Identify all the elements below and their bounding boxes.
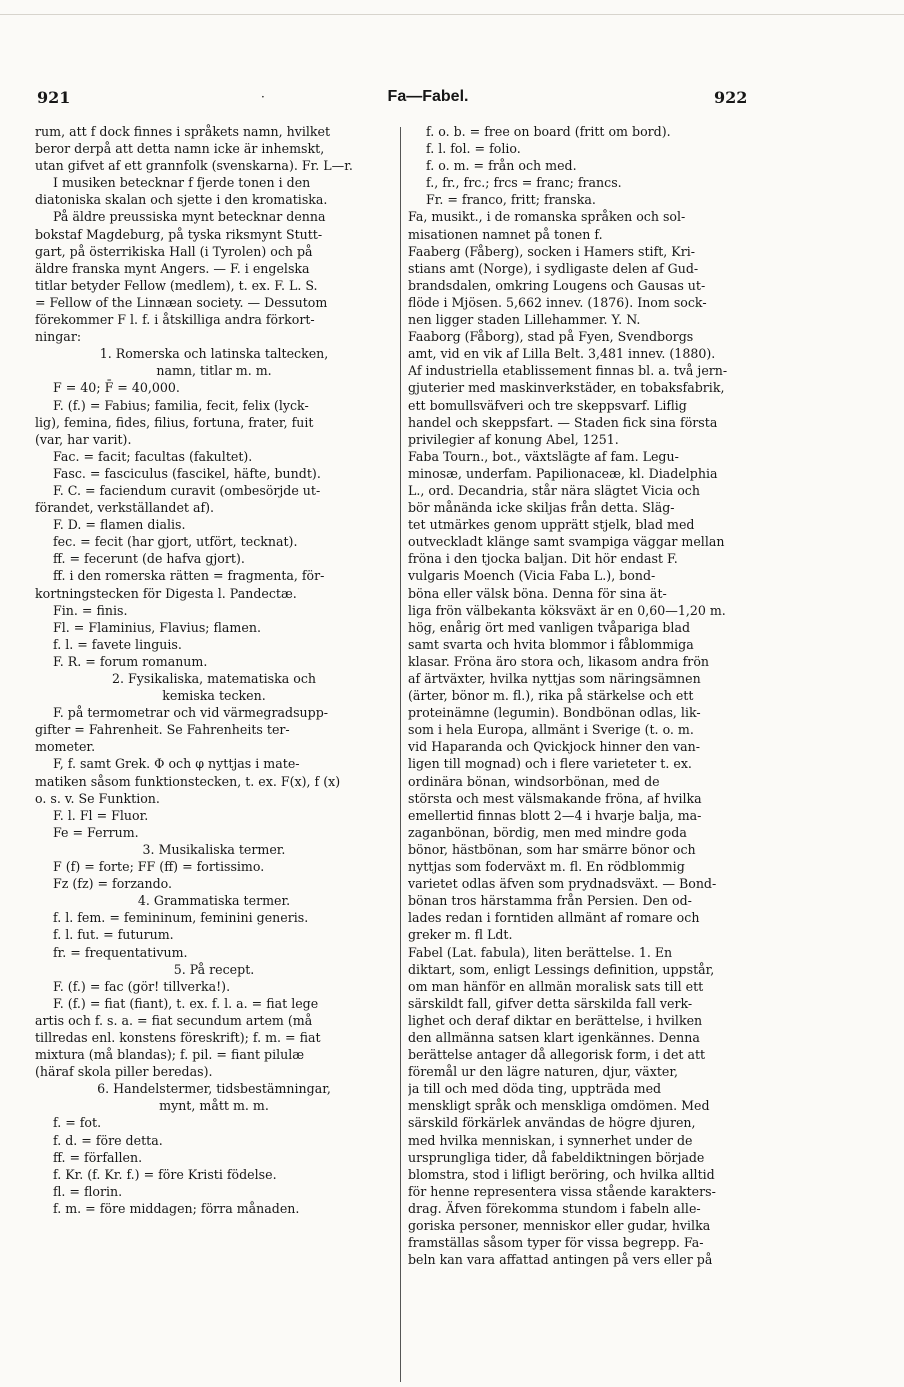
text-line: menskligt språk och menskliga omdömen. Med	[408, 1098, 710, 1114]
text-line: handel och skeppsfart. — Staden fick sina första	[408, 414, 718, 430]
text-line: zaganbönan, bördig, men med mindre goda	[408, 824, 687, 840]
text-line: Fasc. = fasciculus (fascikel, häfte, bundt).	[53, 465, 321, 481]
text-line: kortningstecken för Digesta l. Pandectæ.	[35, 585, 297, 601]
text-line: 4. Grammatiska termer.	[137, 893, 291, 909]
text-line: vulgaris Moench (Vicia Faba L.), bond-	[408, 568, 656, 584]
text-line: goriska personer, menniskor eller gudar, hvilka	[408, 1218, 711, 1233]
text-line: fec. = fecit (har gjort, utfört, tecknat).	[53, 534, 298, 550]
text-line: greker m. fl Ldt.	[408, 927, 513, 943]
text-line: 5. På recept.	[173, 961, 255, 977]
text-line: liga frön välbekanta köksväxt är en 0,60—1,20 m.	[408, 602, 726, 618]
text-line: 3. Musikaliska termer.	[142, 841, 286, 857]
text-line: särskildt fall, gifver detta särskilda fall verk-	[408, 995, 693, 1011]
text-line: flöde i Mjösen. 5,662 innev. (1876). Inom sock-	[408, 294, 707, 310]
text-line: Fz (fz) = forzando.	[53, 876, 173, 892]
text-line: fröna i den tjocka baljan. Dit hör endast F.	[408, 551, 678, 567]
text-line: (häraf skola piller beredas).	[35, 1064, 213, 1080]
text-line: f. l. = favete linguis.	[53, 636, 182, 652]
text-line: F. på termometrar och vid värmegradsupp-	[53, 705, 329, 721]
text-line: lighet och deraf diktar en berättelse, i hvilken	[408, 1012, 703, 1028]
text-line: misationen namnet på tonen f.	[408, 226, 603, 242]
text-line: F (f) = forte; FF (ff) = fortissimo.	[53, 859, 265, 875]
text-line: Fl. = Flaminius, Flavius; flamen.	[53, 619, 261, 635]
text-line: brandsdalen, omkring Lougens och Gausas ut-	[408, 277, 706, 293]
text-line: ff. i den romerska rätten = fragmenta, för-	[53, 568, 325, 584]
text-line: beror derpå att detta namn icke är inhemskt,	[35, 141, 325, 157]
text-line: berättelse antager då allegorisk form, i det att	[408, 1047, 706, 1063]
running-head: Fa—Fabel.	[387, 88, 469, 105]
page-number-left: 921	[37, 88, 71, 107]
text-line: fl. = florin.	[53, 1183, 123, 1199]
text-line: af ärtväxter, hvilka nyttjas som näringsämnen	[408, 671, 701, 686]
text-line: bönor, hästbönan, som har smärre bönor och	[408, 841, 696, 857]
right-column	[408, 123, 770, 1268]
text-line: f. o. m. = från och med.	[426, 158, 577, 174]
text-line: nen ligger staden Lillehammer. Y. N.	[408, 312, 641, 328]
text-line: klasar. Fröna äro stora och, likasom andra frön	[408, 653, 710, 669]
text-line: f. = fot.	[53, 1115, 102, 1131]
text-line: Faba Tourn., bot., växtslägte af fam. Legu-	[408, 448, 679, 464]
text-line: gart, på österrikiska Hall (i Tyrolen) och på	[35, 243, 313, 259]
text-line: beln kan vara affattad antingen på vers eller på	[408, 1252, 713, 1268]
column-divider	[400, 127, 401, 1382]
text-line: blomstra, stod i lifligt beröring, och hvilka alltid	[408, 1166, 715, 1182]
text-line: 2. Fysikaliska, matematiska och	[111, 671, 317, 686]
text-line: 6. Handelstermer, tidsbestämningar,	[97, 1081, 331, 1097]
text-line: (var, har varit).	[35, 431, 132, 447]
text-line: f. d. = före detta.	[53, 1132, 163, 1148]
text-line: mixtura (må blandas); f. pil. = fiant pilulæ	[35, 1047, 305, 1063]
text-line: (ärter, bönor m. fl.), rika på stärkelse och ett	[408, 688, 694, 704]
text-line: På äldre preussiska mynt betecknar denna	[53, 209, 326, 225]
text-line: f. m. = före middagen; förra månaden.	[53, 1200, 300, 1216]
text-line: lig), femina, fides, filius, fortuna, frater, fuit	[35, 414, 314, 430]
text-line: som i hela Europa, allmänt i Sverige (t. o. m.	[408, 722, 694, 738]
text-line: o. s. v. Se Funktion.	[35, 790, 160, 806]
text-line: f. o. b. = free on board (fritt om bord).	[426, 124, 671, 139]
text-line: diatoniska skalan och sjette i den kromatiska.	[35, 192, 328, 208]
text-line: mynt, mått m. m.	[159, 1098, 269, 1114]
text-line: titlar betyder Fellow (medlem), t. ex. F. L. S.	[35, 277, 318, 293]
left-column	[35, 123, 393, 1217]
text-line: outveckladt klänge samt svampiga väggar mellan	[408, 534, 725, 550]
text-line: särskild förkärlek användas de högre djuren,	[408, 1115, 696, 1131]
text-line: amt, vid en vik af Lilla Belt. 3,481 innev. (1880).	[408, 346, 716, 362]
text-line: F = 40; F̄ = 40,000.	[53, 380, 180, 396]
text-line: äldre franska mynt Angers. — F. i engelska	[35, 260, 310, 276]
text-line: nyttjas som foderväxt m. fl. En rödblommig	[408, 859, 685, 875]
text-line: lades redan i forntiden allmänt af romare och	[408, 910, 700, 926]
text-line: = Fellow of the Linnæan society. — Dessutom	[35, 294, 328, 310]
text-line: ligen till mognad) och i flere varieteter t. ex.	[408, 756, 692, 772]
text-line: framställas såsom typer för vissa begrepp. Fa-	[408, 1235, 704, 1251]
text-line: Af industriella etablissement finnas bl. a. två jern-	[408, 363, 728, 379]
text-line: tet utmärkes genom upprätt stjelk, blad med	[408, 517, 695, 533]
text-line: gjuterier med maskinverkstäder, en tobaksfabrik,	[408, 380, 725, 396]
text-line: den allmänna satsen klart igenkännes. Denna	[408, 1029, 700, 1045]
text-line: Faaborg (Fåborg), stad på Fyen, Svendborgs	[408, 329, 694, 345]
text-line: Fr. = franco, fritt; franska.	[426, 192, 596, 208]
text-line: proteinämne (legumin). Bondbönan odlas, lik-	[408, 705, 701, 721]
text-line: matiken såsom funktionstecken, t. ex. F(x), f (x)	[35, 773, 341, 789]
text-line: tillredas enl. konstens föreskrift); f. m. = fiat	[35, 1029, 321, 1045]
text-line: L., ord. Decandria, står nära slägtet Vicia och	[408, 482, 700, 498]
text-line: vid Haparanda och Qvickjock hinner den van-	[408, 739, 701, 755]
text-line: böna eller välsk böna. Denna för sina ät-	[408, 585, 667, 601]
text-line: stians amt (Norge), i sydligaste delen af Gud-	[408, 260, 699, 276]
text-line: ursprungliga tider, då fabeldiktningen började	[408, 1149, 705, 1165]
text-line: F. C. = faciendum curavit (ombesörjde ut-	[53, 482, 321, 498]
text-line: diktart, som, enligt Lessings definition, uppstår,	[408, 961, 715, 977]
text-line: artis och f. s. a. = fiat secundum artem (må	[35, 1012, 313, 1028]
text-line: F. (f.) = fac (gör! tillverka!).	[53, 978, 231, 994]
text-line: Fin. = finis.	[53, 602, 128, 618]
text-line: varietet odlas äfven som prydnadsväxt. — Bond-	[408, 876, 717, 892]
text-line: förekommer F l. f. i åtskilliga andra förkort-	[35, 312, 315, 328]
text-line: Fe = Ferrum.	[53, 824, 139, 840]
text-line: samt svarta och hvita blommor i fåblommiga	[408, 636, 694, 652]
text-line: bör månända icke skiljas från detta. Släg-	[408, 500, 675, 516]
text-line: F. R. = forum romanum.	[53, 653, 208, 669]
text-line: f. l. fol. = folio.	[426, 141, 521, 157]
header-dot: ·	[261, 90, 265, 104]
text-line: förandet, verkställandet af).	[35, 500, 215, 516]
text-line: hög, enårig ört med vanligen tvåpariga blad	[408, 619, 691, 635]
text-line: ningar:	[35, 329, 82, 345]
text-line: F. (f.) = fiat (fiant), t. ex. f. l. a. = fiat lege	[53, 995, 319, 1011]
text-line: f., fr., frc.; frcs = franc; francs.	[426, 175, 622, 191]
text-line: gifter = Fahrenheit. Se Fahrenheits ter-	[35, 722, 290, 738]
text-line: ff. = fecerunt (de hafva gjort).	[53, 551, 245, 567]
text-line: rum, att f dock finnes i språkets namn, hvilket	[35, 124, 331, 139]
text-line: ff. = förfallen.	[53, 1149, 143, 1165]
text-line: ordinära bönan, windsorbönan, med de	[408, 773, 660, 789]
page-number-right: 922	[714, 88, 748, 107]
text-line: föremål ur den lägre naturen, djur, växter,	[408, 1064, 679, 1080]
text-line: Fac. = facit; facultas (fakultet).	[53, 448, 253, 464]
text-line: f. l. fut. = futurum.	[53, 927, 174, 943]
text-line: Fa, musikt., i de romanska språken och sol-	[408, 209, 686, 225]
text-line: största och mest välsmakande fröna, af hvilka	[408, 790, 702, 806]
text-line: drag. Äfven förekomma stundom i fabeln alle-	[408, 1200, 701, 1216]
text-line: kemiska tecken.	[162, 688, 266, 704]
text-line: Fabel (Lat. fabula), liten berättelse. 1. En	[408, 944, 673, 960]
text-line: 1. Romerska och latinska taltecken,	[99, 346, 329, 362]
text-line: F. D. = flamen dialis.	[53, 517, 186, 533]
text-line: F, f. samt Grek. Φ och φ nyttjas i mate-	[53, 756, 300, 772]
text-line: om man hänför en allmän moralisk sats till ett	[408, 978, 704, 994]
text-line: med hvilka menniskan, i synnerhet under de	[408, 1132, 693, 1148]
text-line: bokstaf Magdeburg, på tyska riksmynt Stutt-	[35, 226, 323, 242]
text-line: mometer.	[35, 739, 96, 755]
text-line: utan gifvet af ett grannfolk (svenskarna). Fr. L—r.	[35, 158, 353, 174]
text-line: I musiken betecknar f fjerde tonen i den	[53, 175, 311, 191]
text-line: ja till och med döda ting, uppträda med	[408, 1081, 662, 1097]
text-line: Faaberg (Fåberg), socken i Hamers stift, Kri-	[408, 243, 696, 259]
text-line: privilegier af konung Abel, 1251.	[408, 431, 619, 447]
text-line: F. (f.) = Fabius; familia, fecit, felix (lyck-	[53, 397, 309, 413]
text-line: för henne representera vissa stående karakters-	[408, 1183, 716, 1199]
text-line: namn, titlar m. m.	[156, 363, 272, 379]
text-line: bönan tros härstamma från Persien. Den od-	[408, 893, 692, 909]
page-header	[0, 88, 904, 112]
top-rule	[0, 14, 904, 15]
text-line: fr. = frequentativum.	[53, 944, 188, 960]
text-line: minosæ, underfam. Papilionaceæ, kl. Diadelphia	[408, 465, 718, 481]
text-line: f. Kr. (f. Kr. f.) = före Kristi födelse.	[53, 1166, 277, 1182]
text-line: F. l. Fl = Fluor.	[53, 807, 149, 823]
text-line: emellertid finnas blott 2—4 i hvarje balja, ma-	[408, 807, 702, 823]
text-line: ett bomullsväfveri och tre skeppsvarf. Liflig	[408, 397, 687, 413]
text-line: f. l. fem. = femininum, feminini generis.	[53, 910, 309, 926]
